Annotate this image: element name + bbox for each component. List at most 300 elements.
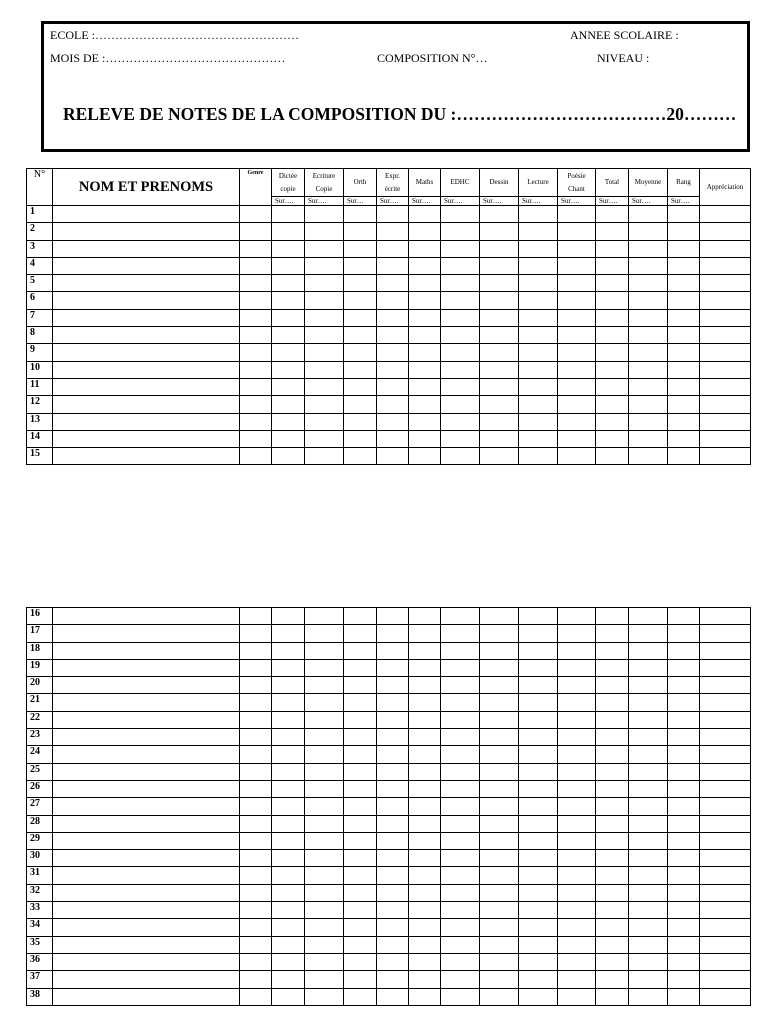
grade-cell[interactable] [53, 257, 240, 274]
grade-cell[interactable] [480, 988, 519, 1005]
grade-cell[interactable] [441, 206, 480, 223]
grade-cell[interactable] [596, 694, 629, 711]
grade-cell[interactable] [409, 206, 441, 223]
grade-cell[interactable] [409, 309, 441, 326]
grade-cell[interactable] [629, 309, 668, 326]
grade-cell[interactable] [272, 344, 305, 361]
grade-cell[interactable] [441, 988, 480, 1005]
grade-cell[interactable] [409, 919, 441, 936]
grade-cell[interactable] [53, 763, 240, 780]
grade-cell[interactable] [700, 798, 751, 815]
grade-cell[interactable] [519, 257, 558, 274]
grade-cell[interactable] [629, 378, 668, 395]
grade-cell[interactable] [409, 275, 441, 292]
grade-cell[interactable] [305, 642, 344, 659]
grade-cell[interactable] [53, 240, 240, 257]
grade-cell[interactable] [409, 430, 441, 447]
grade-cell[interactable] [519, 798, 558, 815]
grade-cell[interactable] [272, 659, 305, 676]
grade-cell[interactable] [629, 815, 668, 832]
grade-cell[interactable] [480, 971, 519, 988]
grade-cell[interactable] [409, 746, 441, 763]
grade-cell[interactable] [240, 919, 272, 936]
grade-cell[interactable] [629, 659, 668, 676]
grade-cell[interactable] [240, 729, 272, 746]
grade-cell[interactable] [558, 642, 596, 659]
grade-cell[interactable] [668, 729, 700, 746]
grade-cell[interactable] [668, 780, 700, 797]
grade-cell[interactable] [700, 430, 751, 447]
grade-cell[interactable] [377, 642, 409, 659]
grade-cell[interactable] [629, 729, 668, 746]
grade-cell[interactable] [596, 413, 629, 430]
grade-cell[interactable] [441, 919, 480, 936]
grade-cell[interactable] [558, 953, 596, 970]
grade-cell[interactable] [305, 988, 344, 1005]
grade-cell[interactable] [441, 309, 480, 326]
grade-cell[interactable] [377, 396, 409, 413]
grade-cell[interactable] [344, 677, 377, 694]
grade-cell[interactable] [409, 867, 441, 884]
grade-cell[interactable] [272, 711, 305, 728]
grade-cell[interactable] [558, 659, 596, 676]
grade-cell[interactable] [272, 642, 305, 659]
grade-cell[interactable] [441, 694, 480, 711]
grade-cell[interactable] [558, 815, 596, 832]
grade-cell[interactable] [519, 223, 558, 240]
grade-cell[interactable] [668, 867, 700, 884]
grade-cell[interactable] [305, 309, 344, 326]
grade-cell[interactable] [480, 711, 519, 728]
grade-cell[interactable] [53, 850, 240, 867]
grade-cell[interactable] [480, 867, 519, 884]
grade-cell[interactable] [305, 275, 344, 292]
grade-cell[interactable] [240, 608, 272, 625]
grade-cell[interactable] [409, 884, 441, 901]
grade-cell[interactable] [441, 223, 480, 240]
grade-cell[interactable] [558, 694, 596, 711]
grade-cell[interactable] [558, 711, 596, 728]
grade-cell[interactable] [344, 867, 377, 884]
grade-cell[interactable] [596, 396, 629, 413]
grade-cell[interactable] [629, 798, 668, 815]
grade-cell[interactable] [409, 798, 441, 815]
grade-cell[interactable] [344, 396, 377, 413]
grade-cell[interactable] [480, 832, 519, 849]
grade-cell[interactable] [596, 206, 629, 223]
grade-cell[interactable] [272, 292, 305, 309]
grade-cell[interactable] [377, 378, 409, 395]
grade-cell[interactable] [409, 625, 441, 642]
grade-cell[interactable] [558, 867, 596, 884]
grade-cell[interactable] [409, 711, 441, 728]
grade-cell[interactable] [240, 430, 272, 447]
grade-cell[interactable] [668, 223, 700, 240]
grade-cell[interactable] [700, 953, 751, 970]
grade-cell[interactable] [377, 625, 409, 642]
grade-cell[interactable] [629, 988, 668, 1005]
grade-cell[interactable] [596, 971, 629, 988]
grade-cell[interactable] [344, 988, 377, 1005]
grade-cell[interactable] [519, 430, 558, 447]
grade-cell[interactable] [240, 309, 272, 326]
grade-cell[interactable] [272, 309, 305, 326]
grade-cell[interactable] [53, 919, 240, 936]
grade-cell[interactable] [441, 763, 480, 780]
grade-cell[interactable] [519, 953, 558, 970]
grade-cell[interactable] [480, 292, 519, 309]
grade-cell[interactable] [441, 292, 480, 309]
grade-cell[interactable] [272, 746, 305, 763]
grade-cell[interactable] [441, 867, 480, 884]
grade-cell[interactable] [558, 240, 596, 257]
grade-cell[interactable] [344, 608, 377, 625]
grade-cell[interactable] [441, 953, 480, 970]
grade-cell[interactable] [596, 988, 629, 1005]
grade-cell[interactable] [409, 971, 441, 988]
grade-cell[interactable] [344, 884, 377, 901]
grade-cell[interactable] [700, 884, 751, 901]
grade-cell[interactable] [344, 919, 377, 936]
grade-cell[interactable] [240, 642, 272, 659]
grade-cell[interactable] [305, 971, 344, 988]
grade-cell[interactable] [519, 292, 558, 309]
grade-cell[interactable] [629, 867, 668, 884]
grade-cell[interactable] [668, 746, 700, 763]
grade-cell[interactable] [377, 448, 409, 465]
grade-cell[interactable] [441, 344, 480, 361]
grade-cell[interactable] [700, 206, 751, 223]
grade-cell[interactable] [305, 902, 344, 919]
grade-cell[interactable] [240, 625, 272, 642]
grade-cell[interactable] [305, 798, 344, 815]
grade-cell[interactable] [629, 361, 668, 378]
grade-cell[interactable] [377, 677, 409, 694]
grade-cell[interactable] [441, 936, 480, 953]
grade-cell[interactable] [668, 413, 700, 430]
grade-cell[interactable] [272, 884, 305, 901]
grade-cell[interactable] [629, 257, 668, 274]
grade-cell[interactable] [305, 448, 344, 465]
grade-cell[interactable] [596, 659, 629, 676]
grade-cell[interactable] [519, 832, 558, 849]
grade-cell[interactable] [240, 850, 272, 867]
grade-cell[interactable] [596, 884, 629, 901]
grade-cell[interactable] [305, 240, 344, 257]
grade-cell[interactable] [480, 625, 519, 642]
grade-cell[interactable] [344, 642, 377, 659]
grade-cell[interactable] [519, 309, 558, 326]
grade-cell[interactable] [441, 257, 480, 274]
grade-cell[interactable] [629, 694, 668, 711]
grade-cell[interactable] [305, 344, 344, 361]
grade-cell[interactable] [377, 327, 409, 344]
grade-cell[interactable] [344, 798, 377, 815]
grade-cell[interactable] [53, 430, 240, 447]
grade-cell[interactable] [305, 815, 344, 832]
grade-cell[interactable] [344, 780, 377, 797]
grade-cell[interactable] [700, 936, 751, 953]
grade-cell[interactable] [53, 206, 240, 223]
grade-cell[interactable] [700, 850, 751, 867]
grade-cell[interactable] [596, 327, 629, 344]
grade-cell[interactable] [558, 798, 596, 815]
grade-cell[interactable] [480, 275, 519, 292]
grade-cell[interactable] [377, 902, 409, 919]
grade-cell[interactable] [441, 448, 480, 465]
grade-cell[interactable] [596, 902, 629, 919]
grade-cell[interactable] [377, 953, 409, 970]
grade-cell[interactable] [596, 309, 629, 326]
grade-cell[interactable] [53, 780, 240, 797]
grade-cell[interactable] [409, 988, 441, 1005]
grade-cell[interactable] [240, 206, 272, 223]
grade-cell[interactable] [441, 659, 480, 676]
grade-cell[interactable] [480, 677, 519, 694]
grade-cell[interactable] [409, 396, 441, 413]
grade-cell[interactable] [377, 832, 409, 849]
grade-cell[interactable] [272, 378, 305, 395]
grade-cell[interactable] [305, 677, 344, 694]
grade-cell[interactable] [480, 361, 519, 378]
grade-cell[interactable] [668, 206, 700, 223]
grade-cell[interactable] [53, 746, 240, 763]
grade-cell[interactable] [272, 832, 305, 849]
grade-cell[interactable] [272, 815, 305, 832]
grade-cell[interactable] [668, 850, 700, 867]
grade-cell[interactable] [344, 729, 377, 746]
grade-cell[interactable] [596, 832, 629, 849]
grade-cell[interactable] [344, 378, 377, 395]
grade-cell[interactable] [344, 344, 377, 361]
grade-cell[interactable] [596, 677, 629, 694]
grade-cell[interactable] [53, 413, 240, 430]
grade-cell[interactable] [240, 763, 272, 780]
grade-cell[interactable] [409, 936, 441, 953]
grade-cell[interactable] [700, 275, 751, 292]
grade-cell[interactable] [240, 953, 272, 970]
grade-cell[interactable] [377, 780, 409, 797]
grade-cell[interactable] [272, 988, 305, 1005]
grade-cell[interactable] [558, 608, 596, 625]
grade-cell[interactable] [596, 240, 629, 257]
grade-cell[interactable] [519, 275, 558, 292]
grade-cell[interactable] [480, 815, 519, 832]
grade-cell[interactable] [272, 448, 305, 465]
grade-cell[interactable] [519, 884, 558, 901]
grade-cell[interactable] [377, 711, 409, 728]
grade-cell[interactable] [272, 971, 305, 988]
grade-cell[interactable] [441, 625, 480, 642]
grade-cell[interactable] [240, 292, 272, 309]
grade-cell[interactable] [305, 780, 344, 797]
grade-cell[interactable] [441, 746, 480, 763]
grade-cell[interactable] [409, 448, 441, 465]
grade-cell[interactable] [596, 223, 629, 240]
grade-cell[interactable] [558, 902, 596, 919]
grade-cell[interactable] [596, 625, 629, 642]
grade-cell[interactable] [558, 832, 596, 849]
grade-cell[interactable] [305, 608, 344, 625]
grade-cell[interactable] [668, 988, 700, 1005]
grade-cell[interactable] [558, 677, 596, 694]
grade-cell[interactable] [272, 763, 305, 780]
grade-cell[interactable] [596, 344, 629, 361]
grade-cell[interactable] [629, 902, 668, 919]
grade-cell[interactable] [53, 361, 240, 378]
grade-cell[interactable] [272, 902, 305, 919]
grade-cell[interactable] [519, 625, 558, 642]
grade-cell[interactable] [480, 850, 519, 867]
grade-cell[interactable] [629, 953, 668, 970]
grade-cell[interactable] [558, 850, 596, 867]
grade-cell[interactable] [629, 642, 668, 659]
grade-cell[interactable] [240, 659, 272, 676]
grade-cell[interactable] [441, 275, 480, 292]
grade-cell[interactable] [344, 309, 377, 326]
grade-cell[interactable] [480, 936, 519, 953]
grade-cell[interactable] [668, 936, 700, 953]
grade-cell[interactable] [377, 309, 409, 326]
grade-cell[interactable] [53, 608, 240, 625]
grade-cell[interactable] [700, 867, 751, 884]
grade-cell[interactable] [305, 763, 344, 780]
grade-cell[interactable] [700, 919, 751, 936]
grade-cell[interactable] [377, 608, 409, 625]
grade-cell[interactable] [53, 642, 240, 659]
grade-cell[interactable] [519, 361, 558, 378]
grade-cell[interactable] [53, 694, 240, 711]
grade-cell[interactable] [668, 919, 700, 936]
grade-cell[interactable] [700, 292, 751, 309]
grade-cell[interactable] [480, 430, 519, 447]
grade-cell[interactable] [519, 815, 558, 832]
grade-cell[interactable] [558, 223, 596, 240]
grade-cell[interactable] [377, 867, 409, 884]
grade-cell[interactable] [596, 378, 629, 395]
grade-cell[interactable] [519, 608, 558, 625]
grade-cell[interactable] [668, 448, 700, 465]
grade-cell[interactable] [344, 430, 377, 447]
grade-cell[interactable] [629, 327, 668, 344]
grade-cell[interactable] [240, 223, 272, 240]
grade-cell[interactable] [441, 798, 480, 815]
grade-cell[interactable] [480, 413, 519, 430]
grade-cell[interactable] [596, 729, 629, 746]
grade-cell[interactable] [344, 953, 377, 970]
grade-cell[interactable] [629, 448, 668, 465]
grade-cell[interactable] [441, 729, 480, 746]
grade-cell[interactable] [519, 867, 558, 884]
grade-cell[interactable] [596, 257, 629, 274]
grade-cell[interactable] [519, 850, 558, 867]
grade-cell[interactable] [629, 413, 668, 430]
grade-cell[interactable] [480, 780, 519, 797]
grade-cell[interactable] [344, 711, 377, 728]
grade-cell[interactable] [240, 694, 272, 711]
grade-cell[interactable] [480, 919, 519, 936]
grade-cell[interactable] [344, 413, 377, 430]
grade-cell[interactable] [596, 275, 629, 292]
grade-cell[interactable] [480, 763, 519, 780]
grade-cell[interactable] [668, 275, 700, 292]
grade-cell[interactable] [305, 659, 344, 676]
grade-cell[interactable] [409, 608, 441, 625]
grade-cell[interactable] [240, 378, 272, 395]
grade-cell[interactable] [700, 711, 751, 728]
grade-cell[interactable] [53, 378, 240, 395]
grade-cell[interactable] [409, 953, 441, 970]
grade-cell[interactable] [344, 240, 377, 257]
grade-cell[interactable] [305, 729, 344, 746]
grade-cell[interactable] [558, 309, 596, 326]
grade-cell[interactable] [53, 832, 240, 849]
grade-cell[interactable] [377, 430, 409, 447]
grade-cell[interactable] [480, 608, 519, 625]
grade-cell[interactable] [53, 953, 240, 970]
grade-cell[interactable] [558, 327, 596, 344]
grade-cell[interactable] [700, 309, 751, 326]
grade-cell[interactable] [480, 206, 519, 223]
grade-cell[interactable] [377, 919, 409, 936]
grade-cell[interactable] [377, 850, 409, 867]
grade-cell[interactable] [558, 884, 596, 901]
grade-cell[interactable] [240, 275, 272, 292]
grade-cell[interactable] [441, 240, 480, 257]
grade-cell[interactable] [519, 448, 558, 465]
grade-cell[interactable] [272, 608, 305, 625]
grade-cell[interactable] [668, 344, 700, 361]
grade-cell[interactable] [377, 292, 409, 309]
grade-cell[interactable] [558, 378, 596, 395]
grade-cell[interactable] [519, 344, 558, 361]
grade-cell[interactable] [305, 711, 344, 728]
grade-cell[interactable] [629, 677, 668, 694]
grade-cell[interactable] [519, 642, 558, 659]
grade-cell[interactable] [240, 815, 272, 832]
grade-cell[interactable] [558, 413, 596, 430]
grade-cell[interactable] [409, 659, 441, 676]
grade-cell[interactable] [53, 902, 240, 919]
grade-cell[interactable] [409, 344, 441, 361]
grade-cell[interactable] [344, 361, 377, 378]
grade-cell[interactable] [700, 344, 751, 361]
grade-cell[interactable] [344, 694, 377, 711]
grade-cell[interactable] [441, 413, 480, 430]
grade-cell[interactable] [480, 240, 519, 257]
grade-cell[interactable] [240, 711, 272, 728]
grade-cell[interactable] [53, 867, 240, 884]
grade-cell[interactable] [305, 327, 344, 344]
grade-cell[interactable] [409, 780, 441, 797]
grade-cell[interactable] [305, 936, 344, 953]
grade-cell[interactable] [240, 884, 272, 901]
grade-cell[interactable] [519, 729, 558, 746]
grade-cell[interactable] [629, 763, 668, 780]
grade-cell[interactable] [668, 240, 700, 257]
grade-cell[interactable] [700, 746, 751, 763]
grade-cell[interactable] [272, 867, 305, 884]
grade-cell[interactable] [53, 988, 240, 1005]
grade-cell[interactable] [700, 988, 751, 1005]
grade-cell[interactable] [629, 711, 668, 728]
grade-cell[interactable] [596, 608, 629, 625]
grade-cell[interactable] [240, 936, 272, 953]
grade-cell[interactable] [480, 694, 519, 711]
grade-cell[interactable] [519, 694, 558, 711]
grade-cell[interactable] [409, 815, 441, 832]
grade-cell[interactable] [519, 659, 558, 676]
